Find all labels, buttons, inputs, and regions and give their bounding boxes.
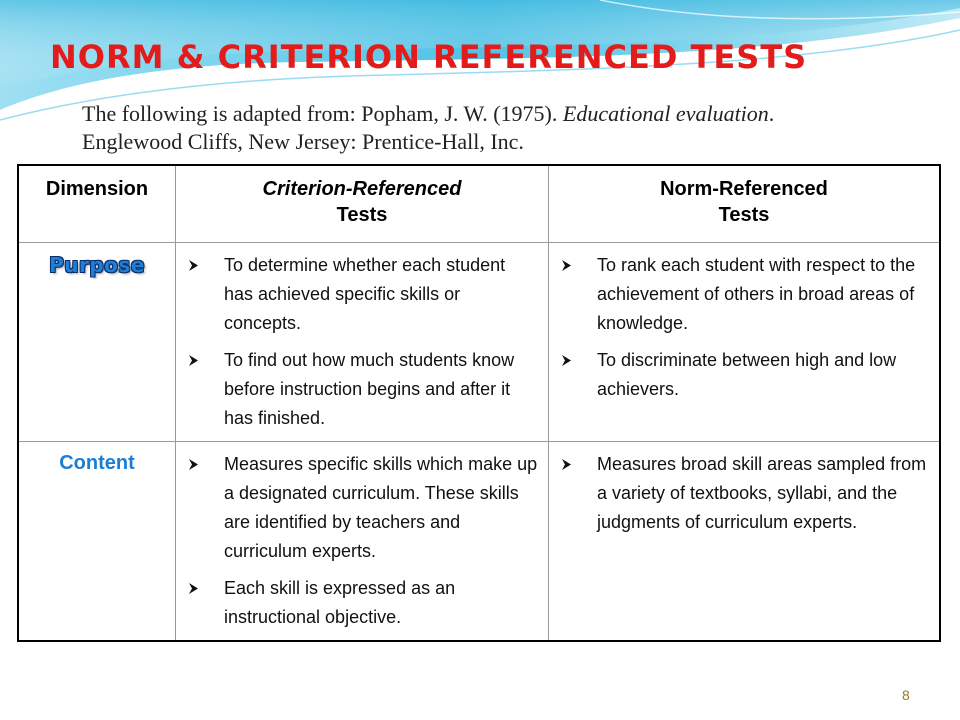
row-label-cell [18,442,176,642]
row-label-content: Content [59,452,135,474]
purpose-criterion-cell [176,243,549,442]
arrow-bullet-icon [561,355,572,366]
header-norm-referenced [549,165,941,243]
header-norm-line1: Norm-Referenced [660,178,828,200]
content-norm-cell [549,442,941,642]
arrow-bullet-icon [188,459,199,470]
arrow-bullet-icon [188,583,199,594]
slide-title: NORM & CRITERION REFERENCED TESTS [50,38,808,76]
table-row-purpose [18,243,940,442]
list-item: Each skill is expressed as an instructional objective. [188,574,538,632]
header-norm-line2: Tests [718,204,770,226]
list-item: Measures specific skills which make up a designated curriculum. These skills are identified by teachers and curriculum experts. [188,450,538,566]
arrow-bullet-icon [561,459,572,470]
header-criterion-referenced [176,165,549,243]
comparison-table [17,164,941,642]
list-item: To determine whether each student has achieved specific skills or concepts. [188,251,538,338]
citation-suffix: . Englewood Cliffs, New Jersey: Prentice-Hall, Inc. [82,101,775,154]
purpose-norm-cell [549,243,941,442]
row-label-cell [18,243,176,442]
arrow-bullet-icon [561,260,572,271]
list-item: To find out how much students know before instruction begins and after it has finished. [188,346,538,433]
citation-prefix: The following is adapted from: Popham, J. W. (1975). [82,101,563,126]
header-criterion-line1: Criterion-Referenced [262,178,462,200]
page-number: 8 [902,687,910,703]
row-label-purpose: Purpose [49,253,145,277]
citation-text [82,100,842,156]
list-item: To discriminate between high and low achievers. [561,346,929,404]
header-dimension: Dimension [18,165,176,243]
header-criterion-line2: Tests [336,204,388,226]
content-criterion-cell [176,442,549,642]
arrow-bullet-icon [188,260,199,271]
citation-book-title: Educational evaluation [562,101,769,126]
table-row-content [18,442,940,642]
arrow-bullet-icon [188,355,199,366]
table-header-row [18,165,940,243]
list-item: Measures broad skill areas sampled from a variety of textbooks, syllabi, and the judgments of curriculum experts. [561,450,929,537]
list-item: To rank each student with respect to the achievement of others in broad areas of knowledge. [561,251,929,338]
